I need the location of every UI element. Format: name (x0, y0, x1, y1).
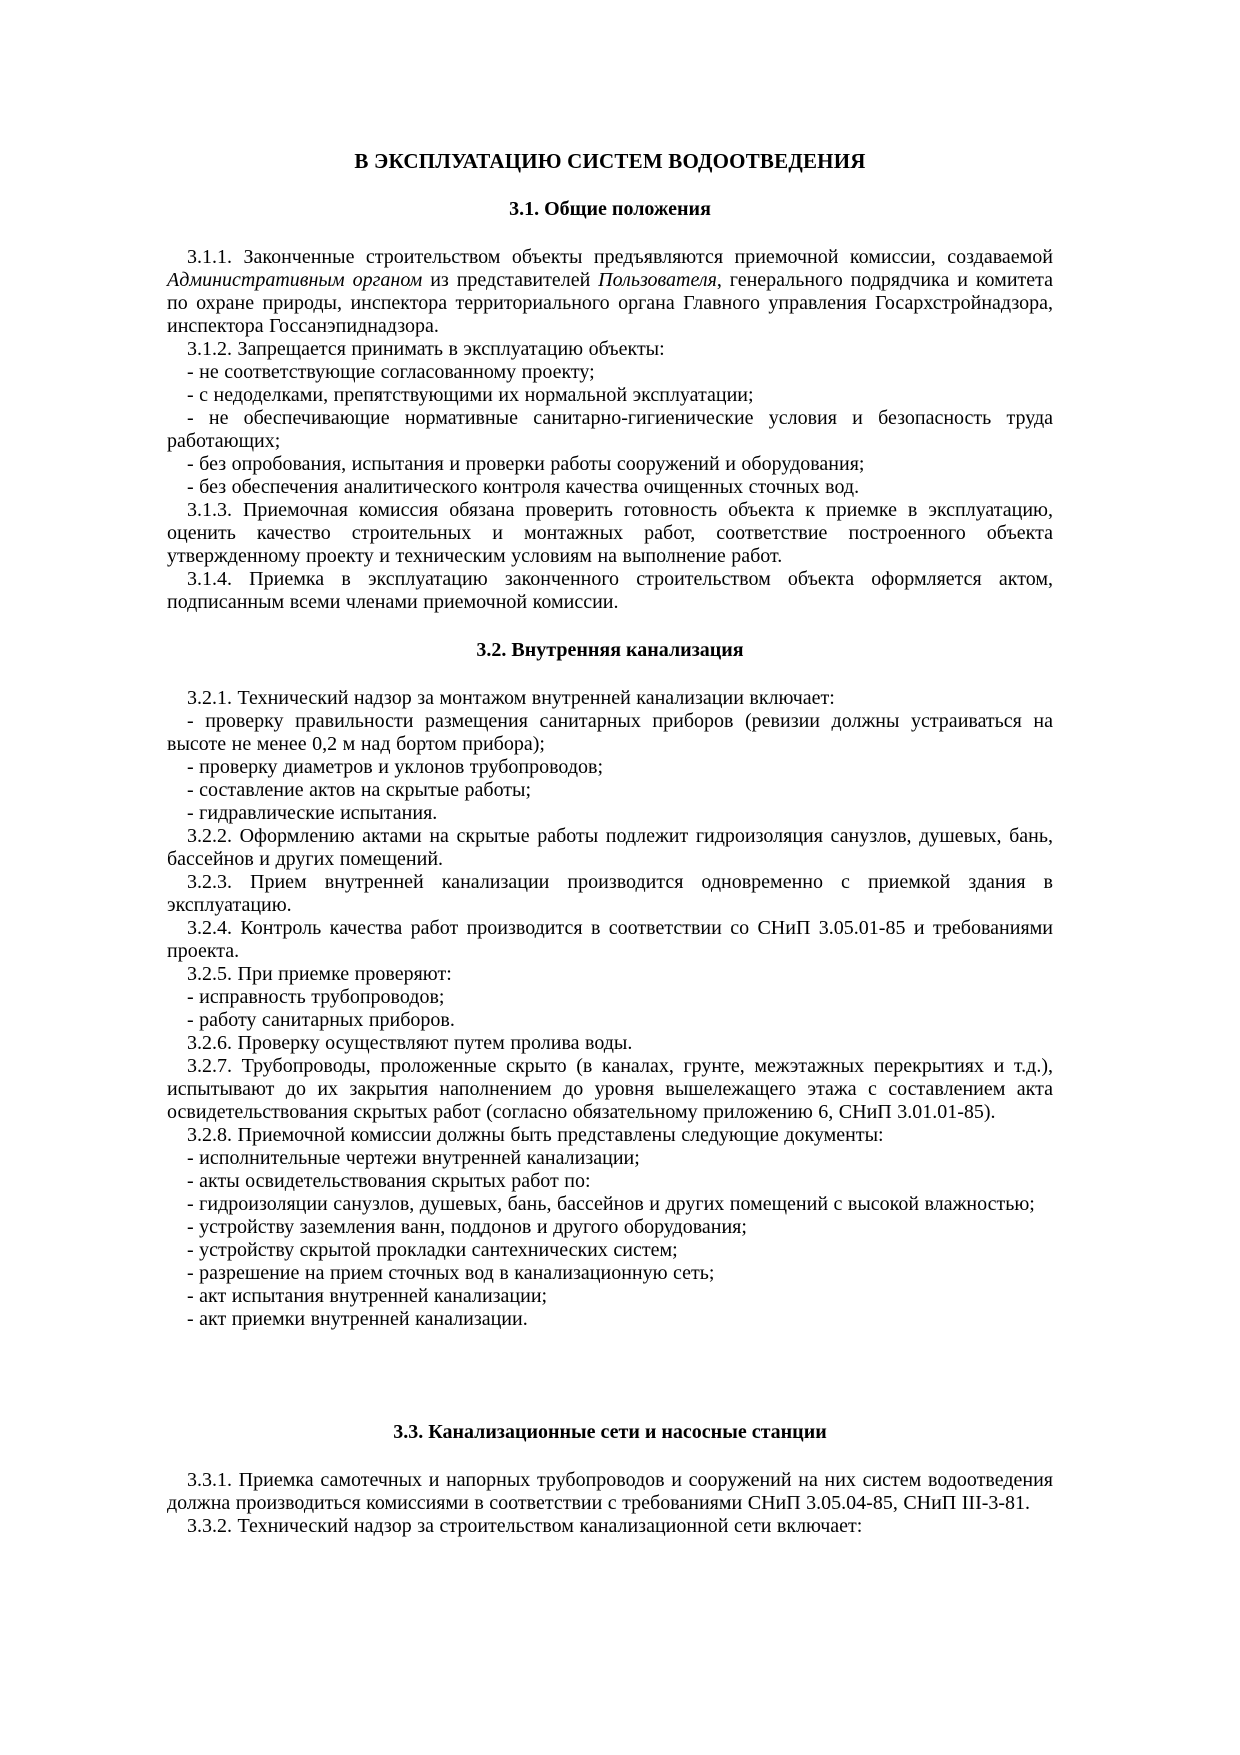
list-item: - акт испытания внутренней канализации; (187, 1285, 548, 1307)
list-item: - без обеспечения аналитического контроля качества очищенных сточных вод. (187, 476, 860, 498)
paragraph-3-1-2: 3.1.2. Запрещается принимать в эксплуатацию объекты: (187, 338, 665, 360)
paragraph-3-1-3: 3.1.3. Приемочная комиссия обязана проверить готовность объекта к приемке в эксплуатацию, оценить качество строительных и монтажных работ, соответствие построенного объекта утвержденному проекту и техническим условиям на выполнение работ. (167, 499, 1053, 567)
paragraph-text: , генерального подрядчика и комитета по охране природы, инспектора территориального органа Главного управления Госархстройнадзора, инспектора Госсанэпиднадзора. (167, 269, 1053, 337)
italic-term-user: Пользователя (598, 269, 717, 291)
paragraph-3-2-3: 3.2.3. Прием внутренней канализации производится одновременно с приемкой здания в эксплуатацию. (167, 871, 1053, 916)
paragraph-3-2-8: 3.2.8. Приемочной комиссии должны быть представлены следующие документы: (187, 1124, 884, 1146)
list-item: - проверку диаметров и уклонов трубопроводов; (187, 756, 604, 778)
list-item: - составление актов на скрытые работы; (187, 779, 532, 801)
paragraph-3-2-2: 3.2.2. Оформлению актами на скрытые работы подлежит гидроизоляция санузлов, душевых, бань, бассейнов и других помещений. (167, 825, 1053, 870)
list-item: - устройству скрытой прокладки сантехнических систем; (187, 1239, 678, 1261)
section-3-3 (167, 1421, 1053, 1538)
paragraph-3-2-4: 3.2.4. Контроль качества работ производится в соответствии со СНиП 3.05.01-85 и требованиями проекта. (167, 917, 1053, 962)
paragraph-3-2-7: 3.2.7. Трубопроводы, проложенные скрыто (в каналах, грунте, межэтажных перекрытиях и т.д.), испытывают до их закрытия наполнением до уровня вышележащего этажа с составлением акта освидетельствования скрытых работ (согласно обязательному приложению 6, СНиП 3.01.01-85). (167, 1055, 1053, 1123)
paragraph-text: 3.1.1. Законченные строительством объекты предъявляются приемочной комиссии, создаваемой (187, 246, 1053, 268)
list-item: - не обеспечивающие нормативные санитарно-гигиенические условия и безопасность труда работающих; (167, 407, 1053, 452)
section-3-1 (167, 198, 1053, 614)
list-item: - с недоделками, препятствующими их нормальной эксплуатации; (187, 384, 754, 406)
paragraph-3-2-6: 3.2.6. Проверку осуществляют путем пролива воды. (187, 1032, 633, 1054)
list-item: - исполнительные чертежи внутренней канализации; (187, 1147, 640, 1169)
section-3-2-heading: 3.2. Внутренняя канализация (476, 639, 744, 661)
list-item: - исправность трубопроводов; (187, 986, 445, 1008)
paragraph-3-3-2: 3.3.2. Технический надзор за строительством канализационной сети включает: (187, 1515, 863, 1537)
section-3-3-heading: 3.3. Канализационные сети и насосные станции (393, 1421, 827, 1443)
list-item: - акты освидетельствования скрытых работ по: (187, 1170, 591, 1192)
list-item: - разрешение на прием сточных вод в канализационную сеть; (187, 1262, 715, 1284)
list-item: - устройству заземления ванн, поддонов и другого оборудования; (187, 1216, 747, 1238)
list-item: - без опробования, испытания и проверки работы сооружений и оборудования; (187, 453, 865, 475)
list-item: - акт приемки внутренней канализации. (187, 1308, 528, 1330)
list-item: - проверку правильности размещения санитарных приборов (ревизии должны устраиваться на высоте не менее 0,2 м над бортом прибора); (167, 710, 1053, 755)
paragraph-3-3-1: 3.3.1. Приемка самотечных и напорных трубопроводов и сооружений на них систем водоотведения должна производиться комиссиями в соответствии с требованиями СНиП 3.05.04-85, СНиП III-3-81. (167, 1469, 1053, 1514)
paragraph-3-2-1: 3.2.1. Технический надзор за монтажом внутренней канализации включает: (187, 687, 835, 709)
list-item: - работу санитарных приборов. (187, 1009, 455, 1031)
list-item: - не соответствующие согласованному проекту; (187, 361, 595, 383)
paragraph-3-1-1 (167, 246, 1053, 338)
italic-term-administrative-organ: Административным органом (167, 269, 423, 291)
paragraph-3-2-5: 3.2.5. При приемке проверяют: (187, 963, 452, 985)
list-item: - гидравлические испытания. (187, 802, 438, 824)
list-item: - гидроизоляции санузлов, душевых, бань, бассейнов и других помещений с высокой влажностью; (187, 1193, 1035, 1215)
section-3-1-heading: 3.1. Общие положения (509, 198, 711, 220)
section-3-2 (167, 639, 1053, 1331)
paragraph-text: из представителей (422, 269, 599, 291)
document-title: В ЭКСПЛУАТАЦИЮ СИСТЕМ ВОДООТВЕДЕНИЯ (354, 149, 866, 173)
paragraph-3-1-4: 3.1.4. Приемка в эксплуатацию законченного строительством объекта оформляется актом, подписанным всеми членами приемочной комиссии. (167, 568, 1053, 613)
